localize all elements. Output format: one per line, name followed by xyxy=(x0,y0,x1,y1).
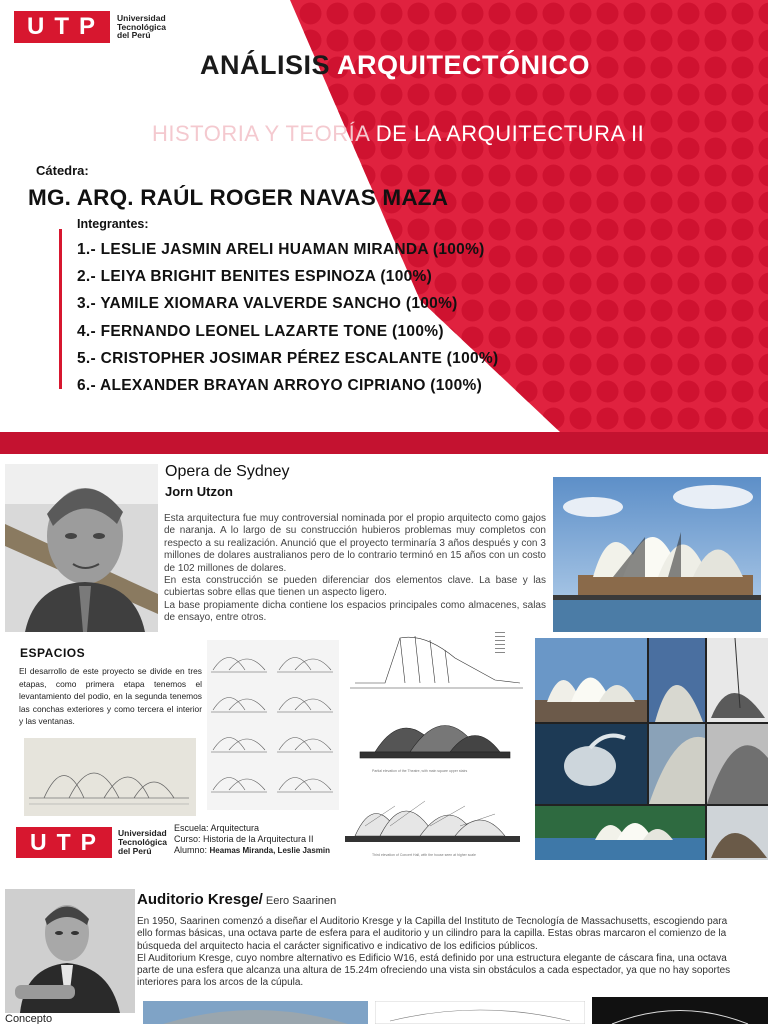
opera-elevation-drawing xyxy=(350,704,520,764)
logo-line: Universidad xyxy=(117,12,166,23)
shell-geometry-diagrams xyxy=(207,640,339,810)
member-item: 2.- LEIYA BRIGHIT BENITES ESPINOZA (100%) xyxy=(77,268,433,286)
member-item: 3.- YAMILE XIOMARA VALVERDE SANCHO (100%) xyxy=(77,295,458,313)
kresge-title-text: Auditorio Kresge/ xyxy=(137,891,263,908)
member-item: 4.- FERNANDO LEONEL LAZARTE TONE (100%) xyxy=(77,322,444,340)
member-item: 5.- CRISTOPHER JOSIMAR PÉREZ ESCALANTE (100%) xyxy=(77,349,499,367)
logo-line: del Perú xyxy=(118,845,152,856)
course-info xyxy=(174,823,330,856)
saarinen-portrait-image xyxy=(5,889,135,1013)
utp-university-name xyxy=(118,829,167,856)
integrantes-label: Integrantes: xyxy=(77,217,149,231)
title-part-2: ARQUITECTÓNICO xyxy=(337,50,590,80)
title-part-1: ANÁLISIS xyxy=(199,50,337,80)
paragraph: Esta arquitectura fue muy controversial nominada por el propio arquitecto como gajos de naranja. A lo largo de su construcción hubieros problemas muy completos con respecto a su realización. Anunció que el proyecto terminaría 3 años después y con 3 millones de dolares australianos pero de lo contrario terminó en 15 años con un costo de 102 millones de dolares. xyxy=(164,513,546,574)
concepto-label: Concepto xyxy=(5,1013,53,1024)
opera-title: Opera de Sydney xyxy=(165,463,290,480)
utp-logo-mark: UTP xyxy=(14,11,110,43)
cover-bottom-bar xyxy=(0,432,768,454)
espacios-text: El desarrollo de este proyecto se divide en tres etapas, como primera etapa tenemos el levantamiento del podio, en la segunda tenemos las conchas exteriores y como tercera el interior y las ventanas. xyxy=(19,666,202,727)
opera-slide xyxy=(0,458,768,860)
paragraph: En esta construcción se pueden diferenciar dos elementos clave. La base y las cubiertas sobre ellas que tienen un aspecto ligero. xyxy=(164,575,546,599)
utp-university-name xyxy=(117,14,166,41)
professor-name: MG. ARQ. RAÚL ROGER NAVAS MAZA xyxy=(28,185,449,210)
opera-photo-collage xyxy=(535,638,768,860)
logo-line: Universidad xyxy=(118,828,167,839)
espacios-title: ESPACIOS xyxy=(20,646,86,660)
opera-description xyxy=(164,513,546,625)
page-subtitle xyxy=(152,121,644,147)
member-item: 1.- LESLIE JASMIN ARELI HUAMAN MIRANDA (100%) xyxy=(77,241,485,258)
kresge-dome-photo xyxy=(592,997,768,1024)
model-caption: Third elevation of Concert Hall, with the house seen at higher scale xyxy=(372,853,476,857)
kresge-architect: Eero Saarinen xyxy=(262,895,337,907)
catedra-label: Cátedra: xyxy=(36,163,89,178)
student-label: Alumno: xyxy=(174,845,210,855)
member-list xyxy=(77,236,498,399)
kresge-photo xyxy=(143,1001,368,1024)
kresge-description xyxy=(137,916,737,990)
logo-line: del Perú xyxy=(117,30,151,41)
utp-logo xyxy=(14,11,166,43)
opera-architect: Jorn Utzon xyxy=(165,484,233,499)
page-title xyxy=(0,50,768,81)
course-line: Curso: Historia de la Arquitectura II xyxy=(174,834,314,844)
paragraph: La base propiamente dicha contiene los espacios principales como almacenes, salas de ensayo, entre otros. xyxy=(164,599,546,624)
subtitle-part-1: HISTORIA Y TEORÍA xyxy=(152,121,376,146)
sydney-opera-photo xyxy=(553,477,761,632)
paragraph: El Auditorium Kresge, cuyo nombre alternativo es Edificio W16, está definido por una estructura elegante de cáscara fina, una octava parte de una esfera que alcanza una altura de 15.24m ofreciendo una vista sin obstáculos a cada espectador, ya que no hay soportes interiores para los arcos de la cúpula. xyxy=(137,952,731,989)
opera-sketch-image xyxy=(24,738,196,816)
subtitle-part-2: DE LA ARQUITECTURA II xyxy=(375,121,645,146)
member-item: 6.- ALEXANDER BRAYAN ARROYO CIPRIANO (100%) xyxy=(77,376,483,394)
cover-slide xyxy=(0,0,768,432)
opera-section-drawing xyxy=(345,628,525,698)
logo-line: Tecnológica xyxy=(118,837,167,848)
utp-logo-mark: UTP xyxy=(16,827,112,858)
section-caption: Partial elevation of the Theatre, with main square upper stairs xyxy=(372,769,468,773)
kresge-plan-drawing xyxy=(375,1001,585,1024)
utp-logo-secondary xyxy=(16,827,167,858)
paragraph: En 1950, Saarinen comenzó a diseñar el Auditorio Kresge y la Capilla del Instituto de Tecnología de Massachusetts, escogiendo para ello formas básicas, una octava parte de esfera para el auditorio y un cilindro para la capilla. Estas obras marcaron el comienzo de la búsqueda del arquitecto hacia el carácter significativo e indicativo de los edificios públicos. xyxy=(137,916,728,952)
student-line xyxy=(174,845,330,856)
kresge-slide xyxy=(0,885,768,1024)
logo-line: Tecnológica xyxy=(117,21,166,32)
opera-model-drawing xyxy=(340,786,525,848)
member-list-accent-bar xyxy=(59,229,62,389)
school-line: Escuela: Arquitectura xyxy=(174,823,260,833)
utzon-portrait-image xyxy=(5,464,158,632)
kresge-title xyxy=(137,891,336,908)
student-name: Heamas Miranda, Leslie Jasmin xyxy=(209,846,331,855)
